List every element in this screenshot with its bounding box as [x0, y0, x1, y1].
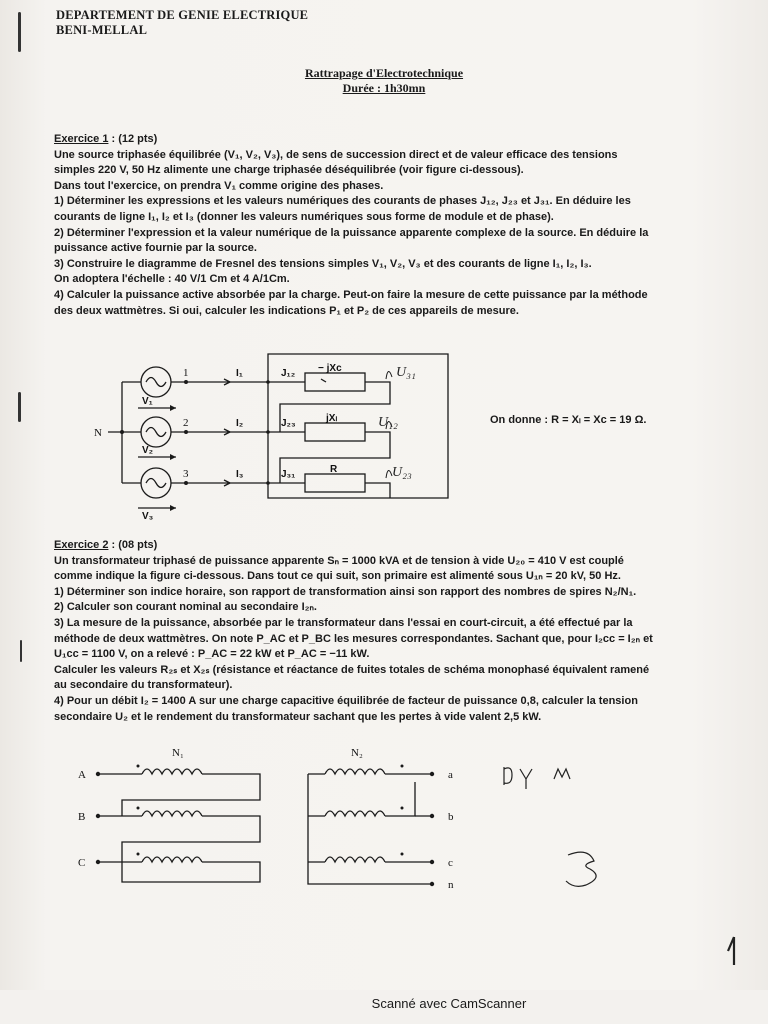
transformer-diagram [70, 742, 470, 894]
terminal-c-upper: C [78, 857, 86, 869]
exercise2-line: méthode de deux wattmètres. On note P_AC et P_BC les mesures correspondantes. Sachant que, pour I₂cc = I₂ₙ et [54, 632, 653, 645]
handwritten-scribble [566, 852, 596, 886]
exam-title [0, 66, 768, 96]
department-header [56, 8, 308, 38]
terminal-a-upper: A [78, 769, 86, 781]
line-2-label: 2 [183, 417, 189, 429]
exercise1-line: 2) Déterminer l'expression et la valeur numérique de la puissance apparente complexe de la source. En déduire la [54, 226, 649, 239]
margin-mark [18, 392, 21, 422]
given-values: On donne : R = Xₗ = Xc = 19 Ω. [490, 414, 647, 426]
exercise2-line: 4) Pour un débit I₂ = 1400 A sur une charge capacitive équilibrée de facteur de puissance 0,8, calculer la tension [54, 694, 638, 707]
secondary-turns-label: N₂ [351, 747, 363, 759]
handwritten-scribble [504, 767, 532, 789]
primary-winding-b [142, 811, 202, 816]
secondary-winding-c [325, 857, 385, 862]
exercise1-line: puissance active fournie par la source. [54, 242, 257, 255]
margin-mark [18, 12, 21, 52]
current-j31-label: J₃₁ [281, 469, 296, 480]
exercise2-line: comme indique la figure ci-dessous. Dans tout ce qui suit, son primaire est alimenté sous U₁ₙ = 20 kV, 50 Hz. [54, 570, 621, 583]
line-3-label: 3 [183, 468, 189, 480]
exercise2-line: 1) Déterminer son indice horaire, son rapport de transformation ainsi son rapport des nombres de spires N₂/N₁. [54, 585, 637, 598]
current-i3-label: I₃ [236, 469, 244, 480]
handwritten-u12: U₁₂ [378, 415, 398, 430]
exercise2-line: Calculer les valeurs R₂ₛ et X₂ₛ (résistance et réactance de fuites totales de schéma monophasé équivalent ramené [54, 663, 650, 676]
primary-turns-label: N₁ [172, 747, 184, 759]
exercise1-line: simples 220 V, 50 Hz alimente une charge triphasée déséquilibrée (voir figure ci-dessous). [54, 164, 524, 177]
exercise1-line: courants de ligne I₁, I₂ et I₃ (donner les valeurs numériques sous forme de module et de phase). [54, 210, 554, 223]
exercise1-points: : (12 pts) [108, 133, 158, 145]
exercise2-line: 3) La mesure de la puissance, absorbée par le transformateur dans l'essai en court-circuit, a été effectué par la [54, 616, 633, 629]
impedance-r [305, 474, 365, 492]
margin-mark [20, 640, 22, 662]
exercise1-heading: Exercice 1 [54, 133, 109, 145]
terminal-n: n [448, 879, 454, 891]
terminal-c-lower: c [448, 857, 453, 869]
exercise2-line: secondaire U₂ et le rendement du transformateur sachant que les pertes à vide valent 2,5 kW. [54, 710, 542, 723]
exam-duration: Durée : 1h30mn [342, 81, 426, 95]
exercise2-line: au secondaire du transformateur). [54, 679, 233, 692]
secondary-winding-b [325, 811, 385, 816]
exercise1-line: des deux wattmètres. Si oui, calculer les indications P₁ et P₂ de ces appareils de mesure. [54, 304, 519, 317]
current-j12-label: J₁₂ [281, 368, 296, 379]
terminal-a-lower: a [448, 769, 453, 781]
handwritten-page-number [728, 937, 734, 965]
terminal-b-lower: b [448, 811, 454, 823]
primary-winding-c [142, 857, 202, 862]
current-j23-label: J₂₃ [281, 418, 296, 429]
handwritten-scribble [554, 769, 570, 779]
exercise1-line: On adoptera l'échelle : 40 V/1 Cm et 4 A/1Cm. [54, 273, 290, 286]
source-v2-label: V₂ [142, 445, 154, 456]
exercise1-line: 4) Calculer la puissance active absorbée par la charge. Peut-on faire la mesure de cette puissance par la méthode [54, 288, 648, 301]
current-i1-label: I₁ [236, 368, 243, 379]
exercise1-line: 1) Déterminer les expressions et les valeurs numériques des courants de phases J₁₂, J₂₃ et J₃₁. En déduire les [54, 195, 631, 208]
impedance-xl-label: jXₗ [326, 413, 338, 424]
exercise2-heading: Exercice 2 [54, 539, 109, 551]
exercise1-line: 3) Construire le diagramme de Fresnel des tensions simples V₁, V₂, V₃ et des courants de ligne I₁, I₂, I₃. [54, 257, 592, 270]
three-phase-circuit-diagram [90, 346, 460, 526]
impedance-xc-label: − jXc [318, 363, 342, 374]
impedance-xc [305, 373, 365, 391]
exercise1-text [54, 132, 690, 319]
neutral-label: N [94, 427, 102, 439]
impedance-xl [305, 423, 365, 441]
exercise2-line: Un transformateur triphasé de puissance apparente Sₙ = 1000 kVA et de tension à vide U₂₀ = 410 V est couplé [54, 554, 624, 567]
exam-subject: Rattrapage d'Electrotechnique [304, 66, 464, 80]
exercise1-line: Dans tout l'exercice, on prendra V₁ comme origine des phases. [54, 179, 384, 192]
exercise2-line: 2) Calculer son courant nominal au secondaire I₂ₙ. [54, 601, 317, 614]
source-v3-label: V₃ [142, 511, 154, 522]
terminal-b-upper: B [78, 811, 86, 823]
source-v1-label: V₁ [142, 396, 153, 407]
department-name: DEPARTEMENT DE GENIE ELECTRIQUE [56, 8, 309, 22]
exercise2-line: U₁cc = 1100 V, on a relevé : P_AC = 22 kW et P_AC = −11 kW. [54, 648, 370, 661]
scanner-watermark: Scanné avec CamScanner [371, 996, 527, 1011]
current-i2-label: I₂ [236, 418, 244, 429]
exercise2-text [54, 538, 690, 725]
exercise2-points: : (08 pts) [108, 539, 158, 551]
primary-winding-a [142, 769, 202, 774]
handwritten-annotations [490, 755, 760, 975]
secondary-winding-a [325, 769, 385, 774]
handwritten-u23: U₂₃ [392, 465, 412, 480]
line-1-label: 1 [183, 367, 189, 379]
department-city: BENI-MELLAL [56, 23, 148, 37]
handwritten-u31: U₃₁ [396, 365, 416, 380]
impedance-r-label: R [330, 464, 338, 475]
exercise1-line: Une source triphasée équilibrée (V₁, V₂, V₃), de sens de succession direct et de valeur efficace des tensions [54, 148, 618, 161]
